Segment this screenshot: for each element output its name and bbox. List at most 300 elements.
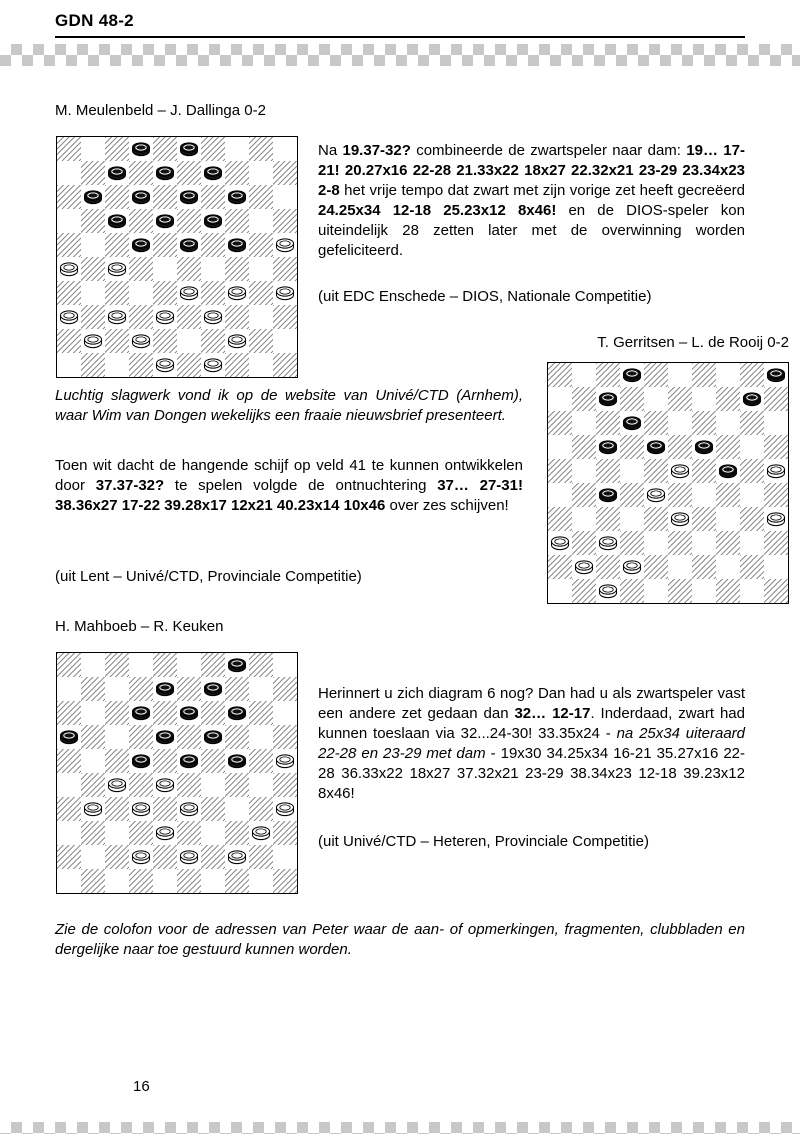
black-piece <box>129 185 153 209</box>
board-cell <box>177 677 201 701</box>
board-cell <box>129 353 153 377</box>
black-piece <box>105 209 129 233</box>
board-cell <box>273 845 297 869</box>
board-cell <box>716 387 740 411</box>
board-cell <box>668 387 692 411</box>
board-cell <box>548 507 572 531</box>
board-cell <box>692 363 716 387</box>
board-cell <box>740 555 764 579</box>
board-cell <box>177 821 201 845</box>
text-run: . Inderdaad, zwart had kunnen toeslaan via 32...24-30! 33.35x24 - <box>318 705 745 742</box>
board-cell <box>153 329 177 353</box>
text-run: Herinnert u zich diagram 6 nog? Dan had u als zwartspeler vast een andere zet gedaan dan <box>318 685 745 722</box>
white-piece <box>668 459 692 483</box>
board-cell <box>668 579 692 603</box>
board-cell <box>692 555 716 579</box>
black-piece <box>644 435 668 459</box>
text-run: over zes schijven! <box>385 497 509 514</box>
board-cell <box>57 281 81 305</box>
board-cell <box>764 579 788 603</box>
board-cell <box>620 459 644 483</box>
board-cell <box>105 233 129 257</box>
board-cell <box>129 653 153 677</box>
board-cell <box>740 483 764 507</box>
board-cell <box>153 137 177 161</box>
board-cell <box>249 137 273 161</box>
black-piece <box>225 749 249 773</box>
board-cell <box>57 869 81 893</box>
white-piece <box>57 305 81 329</box>
board-cell <box>273 821 297 845</box>
board-cell <box>668 363 692 387</box>
black-piece <box>153 725 177 749</box>
board-cell <box>129 725 153 749</box>
board-cell <box>572 363 596 387</box>
board-cell <box>548 483 572 507</box>
black-piece <box>225 185 249 209</box>
board-cell <box>225 677 249 701</box>
board-cell <box>177 329 201 353</box>
black-piece <box>177 749 201 773</box>
white-piece <box>57 257 81 281</box>
board-cell <box>81 653 105 677</box>
board-cell <box>201 797 225 821</box>
board-cell <box>764 531 788 555</box>
board-cell <box>81 677 105 701</box>
header-rule <box>55 36 745 38</box>
board-cell <box>249 209 273 233</box>
board-cell <box>177 773 201 797</box>
board-cell <box>57 653 81 677</box>
board-cell <box>81 233 105 257</box>
board-cell <box>225 209 249 233</box>
board-cell <box>740 531 764 555</box>
board-cell <box>644 363 668 387</box>
board-cell <box>572 579 596 603</box>
black-piece <box>716 459 740 483</box>
board-cell <box>105 725 129 749</box>
board-cell <box>57 845 81 869</box>
draughts-diagram-3 <box>56 652 298 894</box>
board-cell <box>273 329 297 353</box>
board-cell <box>129 257 153 281</box>
board-cell <box>177 161 201 185</box>
black-piece <box>596 483 620 507</box>
black-piece <box>81 185 105 209</box>
text-run: na 25x34 uiteraard 22-28 en 23-29 met dam <box>318 725 745 762</box>
white-piece <box>249 821 273 845</box>
board-cell <box>177 725 201 749</box>
white-piece <box>81 797 105 821</box>
board-cell <box>57 185 81 209</box>
board-cell <box>273 725 297 749</box>
board-cell <box>81 749 105 773</box>
board-cell <box>201 329 225 353</box>
board-cell <box>153 185 177 209</box>
board-cell <box>620 531 644 555</box>
board-cell <box>692 459 716 483</box>
board-cell <box>548 411 572 435</box>
white-piece <box>129 329 153 353</box>
text-run: 19.37-32? <box>342 142 411 159</box>
white-piece <box>177 281 201 305</box>
board-cell <box>129 821 153 845</box>
white-piece <box>177 797 201 821</box>
board-cell <box>620 579 644 603</box>
board-cell <box>105 329 129 353</box>
board-cell <box>692 387 716 411</box>
board-cell <box>57 137 81 161</box>
game-heading-3: H. Mahboeb – R. Keuken <box>55 618 224 635</box>
board-cell <box>644 411 668 435</box>
board-cell <box>249 869 273 893</box>
board-cell <box>764 435 788 459</box>
draughts-diagram-1 <box>56 136 298 378</box>
board-cell <box>129 281 153 305</box>
board-cell <box>273 305 297 329</box>
board-cell <box>596 459 620 483</box>
board-cell <box>81 281 105 305</box>
board-cell <box>225 161 249 185</box>
board-cell <box>273 677 297 701</box>
white-piece <box>273 749 297 773</box>
board-cell <box>57 677 81 701</box>
board-cell <box>716 531 740 555</box>
black-piece <box>596 435 620 459</box>
board-cell <box>81 305 105 329</box>
board-cell <box>249 749 273 773</box>
board-cell <box>81 257 105 281</box>
board-cell <box>225 305 249 329</box>
board-cell <box>201 869 225 893</box>
board-cell <box>201 233 225 257</box>
board-cell <box>572 531 596 555</box>
board-cell <box>81 821 105 845</box>
board-cell <box>81 701 105 725</box>
board-cell <box>201 257 225 281</box>
board-cell <box>57 329 81 353</box>
text-run: combineerde de zwartspeler naar dam: <box>410 142 687 159</box>
white-piece <box>596 579 620 603</box>
board-cell <box>105 749 129 773</box>
black-piece <box>129 233 153 257</box>
black-piece <box>129 701 153 725</box>
board-cell <box>273 185 297 209</box>
board-cell <box>129 869 153 893</box>
board-cell <box>692 531 716 555</box>
black-piece <box>129 749 153 773</box>
board-cell <box>249 305 273 329</box>
board-cell <box>153 797 177 821</box>
black-piece <box>177 185 201 209</box>
text-run: Toen wit dacht de hangende schijf op veld 41 te kunnen ontwikkelen door <box>55 457 523 494</box>
board-cell <box>105 137 129 161</box>
white-piece <box>129 845 153 869</box>
white-piece <box>105 305 129 329</box>
board-cell <box>153 869 177 893</box>
black-piece <box>57 725 81 749</box>
board-cell <box>225 353 249 377</box>
board-cell <box>57 233 81 257</box>
text-run: te spelen volgde de ontnuchtering <box>164 477 438 494</box>
board-cell <box>764 555 788 579</box>
board-cell <box>273 773 297 797</box>
footer-note: Zie de colofon voor de adressen van Peter waar de aan- of opmerkingen, fragmenten, clubbladen en dergelijke naar toe gestuurd kunnen worden. <box>55 921 745 958</box>
board-cell <box>81 869 105 893</box>
white-piece <box>225 329 249 353</box>
board-cell <box>249 233 273 257</box>
checker-band-bottom <box>0 1122 800 1134</box>
board-cell <box>548 435 572 459</box>
board-cell <box>177 305 201 329</box>
board-cell <box>57 701 81 725</box>
board-cell <box>57 209 81 233</box>
board-cell <box>548 555 572 579</box>
white-piece <box>153 821 177 845</box>
board-cell <box>177 257 201 281</box>
board-cell <box>105 869 129 893</box>
board-cell <box>249 845 273 869</box>
board-cell <box>692 507 716 531</box>
board-cell <box>572 435 596 459</box>
board-cell <box>249 773 273 797</box>
board-cell <box>740 411 764 435</box>
text-run: - 19x30 34.25x34 16-21 35.27x16 22-28 36.33x22 18x27 37.32x21 23-29 38.34x23 12-18 39.23x12 8x46! <box>318 745 745 802</box>
white-piece <box>273 797 297 821</box>
board-cell <box>668 411 692 435</box>
game-text-2 <box>55 456 523 516</box>
board-cell <box>620 507 644 531</box>
text-run: het vrije tempo dat zwart met zijn vorige zet heeft gecreëerd <box>339 182 745 199</box>
board-cell <box>105 677 129 701</box>
board-cell <box>57 773 81 797</box>
board-cell <box>81 161 105 185</box>
text-run: en de DIOS-speler kon uiteindelijk 28 zetten later met de overwinning worden gefeliciteerd. <box>318 202 745 259</box>
board-cell <box>57 161 81 185</box>
board-cell <box>644 507 668 531</box>
board-cell <box>572 507 596 531</box>
board-cell <box>57 797 81 821</box>
board-cell <box>129 209 153 233</box>
board-cell <box>548 459 572 483</box>
board-cell <box>249 257 273 281</box>
black-piece <box>620 363 644 387</box>
board-cell <box>716 411 740 435</box>
board-cell <box>225 797 249 821</box>
draughts-diagram-2 <box>547 362 789 604</box>
board-cell <box>249 797 273 821</box>
white-piece <box>81 329 105 353</box>
board-cell <box>57 353 81 377</box>
board-cell <box>764 483 788 507</box>
board-cell <box>81 725 105 749</box>
board-cell <box>548 387 572 411</box>
black-piece <box>177 137 201 161</box>
board-cell <box>249 353 273 377</box>
source-credit-3: (uit Univé/CTD – Heteren, Provinciale Competitie) <box>318 833 649 850</box>
board-cell <box>81 209 105 233</box>
white-piece <box>644 483 668 507</box>
board-cell <box>716 363 740 387</box>
black-piece <box>764 363 788 387</box>
page-number: 16 <box>133 1078 150 1095</box>
board-cell <box>249 701 273 725</box>
white-piece <box>105 257 129 281</box>
board-cell <box>177 209 201 233</box>
white-piece <box>177 845 201 869</box>
board-cell <box>644 555 668 579</box>
board-cell <box>201 137 225 161</box>
board-cell <box>57 821 81 845</box>
game-text-3 <box>318 684 745 804</box>
board-cell <box>692 579 716 603</box>
board-cell <box>225 821 249 845</box>
white-piece <box>153 773 177 797</box>
text-run: 24.25x34 12-18 25.23x12 8x46! <box>318 202 557 219</box>
board-cell <box>105 701 129 725</box>
board-cell <box>716 483 740 507</box>
black-piece <box>201 161 225 185</box>
white-piece <box>201 353 225 377</box>
board-cell <box>129 305 153 329</box>
board-cell <box>201 185 225 209</box>
board-cell <box>225 257 249 281</box>
board-cell <box>153 845 177 869</box>
board-cell <box>273 701 297 725</box>
board-cell <box>249 329 273 353</box>
board-cell <box>201 773 225 797</box>
board-cell <box>620 483 644 507</box>
game-intro-2: Luchtig slagwerk vond ik op de website van Univé/CTD (Arnhem), waar Wim van Dongen wekelijks een fraaie nieuwsbrief presenteert. <box>55 387 523 424</box>
board-cell <box>249 725 273 749</box>
text-run: Na <box>318 142 343 159</box>
black-piece <box>129 137 153 161</box>
white-piece <box>129 797 153 821</box>
board-cell <box>105 797 129 821</box>
board-cell <box>225 869 249 893</box>
text-run: 37… 27-31! 38.36x27 17-22 39.28x17 12x21 40.23x14 10x46 <box>55 477 523 514</box>
board-cell <box>201 749 225 773</box>
board-cell <box>740 435 764 459</box>
board-cell <box>740 459 764 483</box>
board-cell <box>105 653 129 677</box>
board-cell <box>81 773 105 797</box>
board-cell <box>57 749 81 773</box>
white-piece <box>153 353 177 377</box>
text-run: 37.37-32? <box>95 477 165 494</box>
game-heading-1: M. Meulenbeld – J. Dallinga 0-2 <box>55 102 266 119</box>
board-cell <box>201 845 225 869</box>
board-cell <box>105 821 129 845</box>
board-cell <box>740 579 764 603</box>
white-piece <box>225 281 249 305</box>
black-piece <box>692 435 716 459</box>
board-cell <box>644 579 668 603</box>
board-cell <box>201 701 225 725</box>
board-cell <box>572 459 596 483</box>
source-credit-2: (uit Lent – Univé/CTD, Provinciale Competitie) <box>55 568 362 585</box>
board-cell <box>668 435 692 459</box>
checker-band-top <box>0 44 800 66</box>
board-cell <box>153 749 177 773</box>
board-cell <box>129 161 153 185</box>
white-piece <box>668 507 692 531</box>
board-cell <box>572 411 596 435</box>
board-cell <box>273 161 297 185</box>
board-cell <box>548 579 572 603</box>
board-cell <box>273 653 297 677</box>
white-piece <box>273 233 297 257</box>
board-cell <box>692 411 716 435</box>
board-cell <box>273 353 297 377</box>
board-cell <box>740 507 764 531</box>
board-cell <box>273 257 297 281</box>
text-run: 19… 17-21! 20.27x16 22-28 21.33x22 18x27 22.32x21 23-29 23.34x23 2-8 <box>318 142 745 199</box>
page-title: GDN 48-2 <box>55 11 134 30</box>
white-piece <box>620 555 644 579</box>
board-cell <box>668 555 692 579</box>
board-cell <box>153 257 177 281</box>
board-cell <box>596 363 620 387</box>
board-cell <box>596 507 620 531</box>
board-cell <box>716 507 740 531</box>
black-piece <box>225 701 249 725</box>
board-cell <box>201 821 225 845</box>
board-cell <box>225 137 249 161</box>
white-piece <box>572 555 596 579</box>
black-piece <box>177 701 201 725</box>
white-piece <box>201 305 225 329</box>
board-cell <box>620 435 644 459</box>
board-cell <box>596 555 620 579</box>
black-piece <box>225 233 249 257</box>
board-cell <box>273 869 297 893</box>
board-cell <box>249 281 273 305</box>
board-cell <box>201 281 225 305</box>
board-cell <box>153 233 177 257</box>
board-cell <box>668 483 692 507</box>
board-cell <box>572 483 596 507</box>
board-cell <box>81 137 105 161</box>
board-cell <box>177 869 201 893</box>
board-cell <box>548 363 572 387</box>
board-cell <box>105 185 129 209</box>
black-piece <box>620 411 644 435</box>
board-cell <box>716 579 740 603</box>
board-cell <box>740 363 764 387</box>
board-cell <box>692 483 716 507</box>
black-piece <box>201 725 225 749</box>
white-piece <box>596 531 620 555</box>
board-cell <box>81 353 105 377</box>
game-heading-2: T. Gerritsen – L. de Rooij 0-2 <box>597 334 789 351</box>
white-piece <box>225 845 249 869</box>
board-cell <box>177 653 201 677</box>
board-cell <box>153 653 177 677</box>
board-cell <box>225 773 249 797</box>
board-cell <box>620 387 644 411</box>
board-cell <box>596 411 620 435</box>
board-cell <box>716 555 740 579</box>
black-piece <box>225 653 249 677</box>
board-cell <box>129 773 153 797</box>
board-cell <box>153 701 177 725</box>
black-piece <box>177 233 201 257</box>
board-cell <box>249 653 273 677</box>
board-cell <box>225 725 249 749</box>
black-piece <box>201 677 225 701</box>
white-piece <box>548 531 572 555</box>
